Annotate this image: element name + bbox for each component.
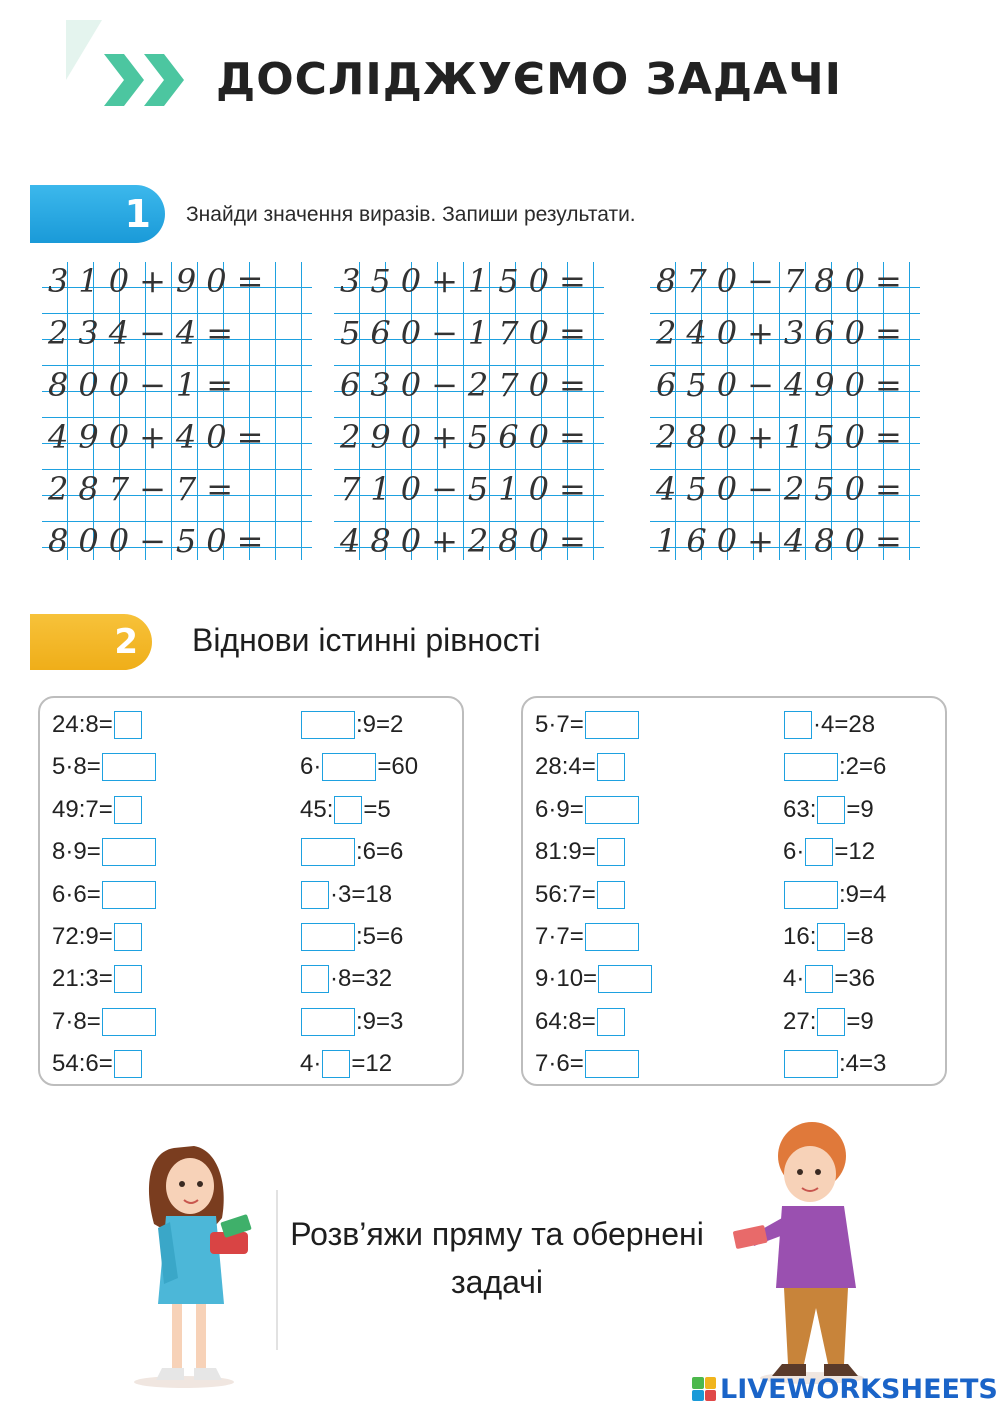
answer-input-box[interactable] [805, 838, 833, 866]
equation-suffix: :9=4 [839, 880, 887, 908]
equation [783, 922, 874, 952]
equation [300, 837, 403, 867]
task-2-number: 2 [114, 622, 138, 662]
answer-input-box[interactable] [301, 923, 355, 951]
expression: 490+40= [48, 418, 274, 456]
equation [783, 752, 886, 782]
equation [535, 752, 626, 782]
equation [535, 964, 653, 994]
answer-input-box[interactable] [784, 1050, 838, 1078]
equation-prefix: 6·9= [535, 795, 584, 823]
equation [535, 837, 626, 867]
grid-column-1 [42, 262, 312, 560]
equation [535, 710, 640, 740]
equation [783, 710, 875, 740]
equation-prefix: 9·10= [535, 965, 598, 993]
answer-input-box[interactable] [301, 1008, 355, 1036]
equation [52, 922, 143, 952]
equation-prefix: 6·6= [52, 880, 101, 908]
expression: 800−1= [48, 366, 244, 404]
equation-prefix: 4· [783, 965, 805, 993]
footer-line-2: задачі [450, 1264, 543, 1300]
answer-input-box[interactable] [805, 965, 833, 993]
equation [535, 922, 640, 952]
answer-input-box[interactable] [301, 965, 329, 993]
equation-prefix: 24:8= [52, 711, 113, 738]
equation [535, 1007, 626, 1037]
equation [300, 1007, 403, 1037]
equation-prefix: 4· [300, 1050, 322, 1078]
page-title: ДОСЛІДЖУЄМО ЗАДАЧІ [216, 54, 843, 105]
equation [52, 964, 143, 994]
equation-prefix: 16: [783, 923, 817, 950]
equation [52, 1049, 143, 1079]
equation-suffix: =9 [846, 795, 874, 823]
liveworksheets-watermark [692, 1374, 998, 1404]
answer-input-box[interactable] [585, 711, 639, 739]
equation-prefix: 63: [783, 795, 817, 823]
answer-input-box[interactable] [585, 796, 639, 824]
expression: 480+280= [340, 522, 596, 560]
answer-input-box[interactable] [322, 753, 376, 781]
answer-input-box[interactable] [585, 1050, 639, 1078]
answer-input-box[interactable] [597, 881, 625, 909]
expression: 650−490= [656, 366, 912, 404]
answer-input-box[interactable] [114, 711, 142, 739]
equation [783, 795, 874, 825]
expression: 290+560= [340, 418, 596, 456]
equation [300, 880, 392, 910]
answer-input-box[interactable] [322, 1050, 350, 1078]
equation [783, 1007, 874, 1037]
double-chevron-icon [100, 50, 190, 110]
expression: 234−4= [48, 314, 244, 352]
answer-input-box[interactable] [114, 796, 142, 824]
answer-input-box[interactable] [817, 796, 845, 824]
equation [300, 752, 418, 782]
expression: 310+90= [48, 262, 274, 300]
answer-input-box[interactable] [301, 711, 355, 739]
equation-suffix: :9=2 [356, 711, 404, 738]
equation [300, 1049, 392, 1079]
answer-input-box[interactable] [102, 881, 156, 909]
equation-suffix: :2=6 [839, 753, 887, 781]
answer-input-box[interactable] [114, 923, 142, 951]
equation-prefix: 49:7= [52, 795, 113, 823]
expression: 870−780= [656, 262, 912, 300]
equation-suffix: :5=6 [356, 923, 404, 950]
equation-suffix: =12 [351, 1050, 393, 1078]
equation [535, 880, 626, 910]
equation-prefix: 27: [783, 1007, 817, 1035]
equation [783, 880, 886, 910]
equation-prefix: 8·9= [52, 838, 101, 866]
equation-suffix: =12 [834, 838, 876, 866]
expression: 287−7= [48, 470, 244, 508]
answer-input-box[interactable] [334, 796, 362, 824]
equation-panel-1 [38, 696, 464, 1086]
equation [783, 964, 875, 994]
equation-prefix: 5·7= [535, 711, 584, 738]
watermark-text: LIVEWORKSHEETS [720, 1373, 998, 1405]
equation-suffix: ·4=28 [813, 711, 876, 738]
equation-suffix: =9 [846, 1007, 874, 1035]
equation-prefix: 5·8= [52, 753, 101, 781]
equation [300, 795, 391, 825]
equation-prefix: 6· [783, 838, 805, 866]
answer-input-box[interactable] [114, 1050, 142, 1078]
task-1-number: 1 [124, 192, 151, 236]
equation-prefix: 21:3= [52, 965, 113, 993]
task-1-badge [30, 185, 165, 243]
task-2-badge [30, 614, 152, 670]
equation-suffix: :4=3 [839, 1050, 887, 1078]
answer-input-box[interactable] [784, 753, 838, 781]
answer-input-box[interactable] [102, 753, 156, 781]
equation [300, 964, 392, 994]
equation [300, 922, 403, 952]
equation [783, 837, 875, 867]
expression: 160+480= [656, 522, 912, 560]
equation [535, 795, 640, 825]
equation-prefix: 7·6= [535, 1050, 584, 1078]
answer-input-box[interactable] [817, 1008, 845, 1036]
liveworksheets-logo-icon [692, 1377, 716, 1401]
equation-suffix: =60 [377, 753, 419, 781]
answer-input-box[interactable] [597, 1008, 625, 1036]
equation-prefix: 6· [300, 753, 322, 781]
expression: 450−250= [656, 470, 912, 508]
expression: 560−170= [340, 314, 596, 352]
equation [52, 710, 143, 740]
equation-prefix: 54:6= [52, 1050, 113, 1078]
equation-suffix: =8 [846, 923, 874, 950]
equation [52, 795, 143, 825]
task-1-instruction: Знайди значення виразів. Запиши результати. [186, 203, 636, 226]
equation-prefix: 28:4= [535, 753, 596, 781]
expression: 350+150= [340, 262, 596, 300]
equation [52, 837, 157, 867]
equation-suffix: =36 [834, 965, 876, 993]
footer-instruction [262, 1210, 732, 1306]
answer-input-box[interactable] [301, 838, 355, 866]
answer-input-box[interactable] [597, 753, 625, 781]
equation-prefix: 72:9= [52, 923, 113, 950]
expression: 240+360= [656, 314, 912, 352]
expression: 630−270= [340, 366, 596, 404]
equation-panel-2 [521, 696, 947, 1086]
grid-column-3 [650, 262, 920, 560]
equation [52, 752, 157, 782]
grid-column-2 [334, 262, 604, 560]
equation [300, 710, 403, 740]
equation-suffix: :9=3 [356, 1007, 404, 1035]
equation-suffix: =5 [363, 795, 391, 823]
answer-input-box[interactable] [597, 838, 625, 866]
equation [52, 1007, 157, 1037]
equation-suffix: ·8=32 [330, 965, 393, 993]
equation-suffix: :6=6 [356, 838, 404, 866]
equation-prefix: 45: [300, 795, 334, 823]
equation-suffix: ·3=18 [330, 880, 393, 908]
footer-line-1: Розв’яжи пряму та обернені [290, 1216, 704, 1252]
equation-prefix: 7·7= [535, 923, 584, 950]
equation [535, 1049, 640, 1079]
answer-input-box[interactable] [102, 1008, 156, 1036]
equation [52, 880, 157, 910]
equation-prefix: 7·8= [52, 1007, 101, 1035]
equation [783, 1049, 886, 1079]
answer-input-box[interactable] [102, 838, 156, 866]
equation-prefix: 64:8= [535, 1007, 596, 1035]
equation-prefix: 56:7= [535, 880, 596, 908]
task-2-instruction: Віднови істинні рівності [192, 622, 541, 658]
expression: 280+150= [656, 418, 912, 456]
answer-input-box[interactable] [585, 923, 639, 951]
answer-input-box[interactable] [817, 923, 845, 951]
answer-input-box[interactable] [784, 881, 838, 909]
girl-illustration [118, 1128, 288, 1390]
answer-input-box[interactable] [784, 711, 812, 739]
answer-input-box[interactable] [598, 965, 652, 993]
equation-prefix: 81:9= [535, 838, 596, 866]
answer-input-box[interactable] [301, 881, 329, 909]
expression: 710−510= [340, 470, 596, 508]
expression: 800−50= [48, 522, 274, 560]
answer-input-box[interactable] [114, 965, 142, 993]
boy-illustration [720, 1118, 880, 1386]
